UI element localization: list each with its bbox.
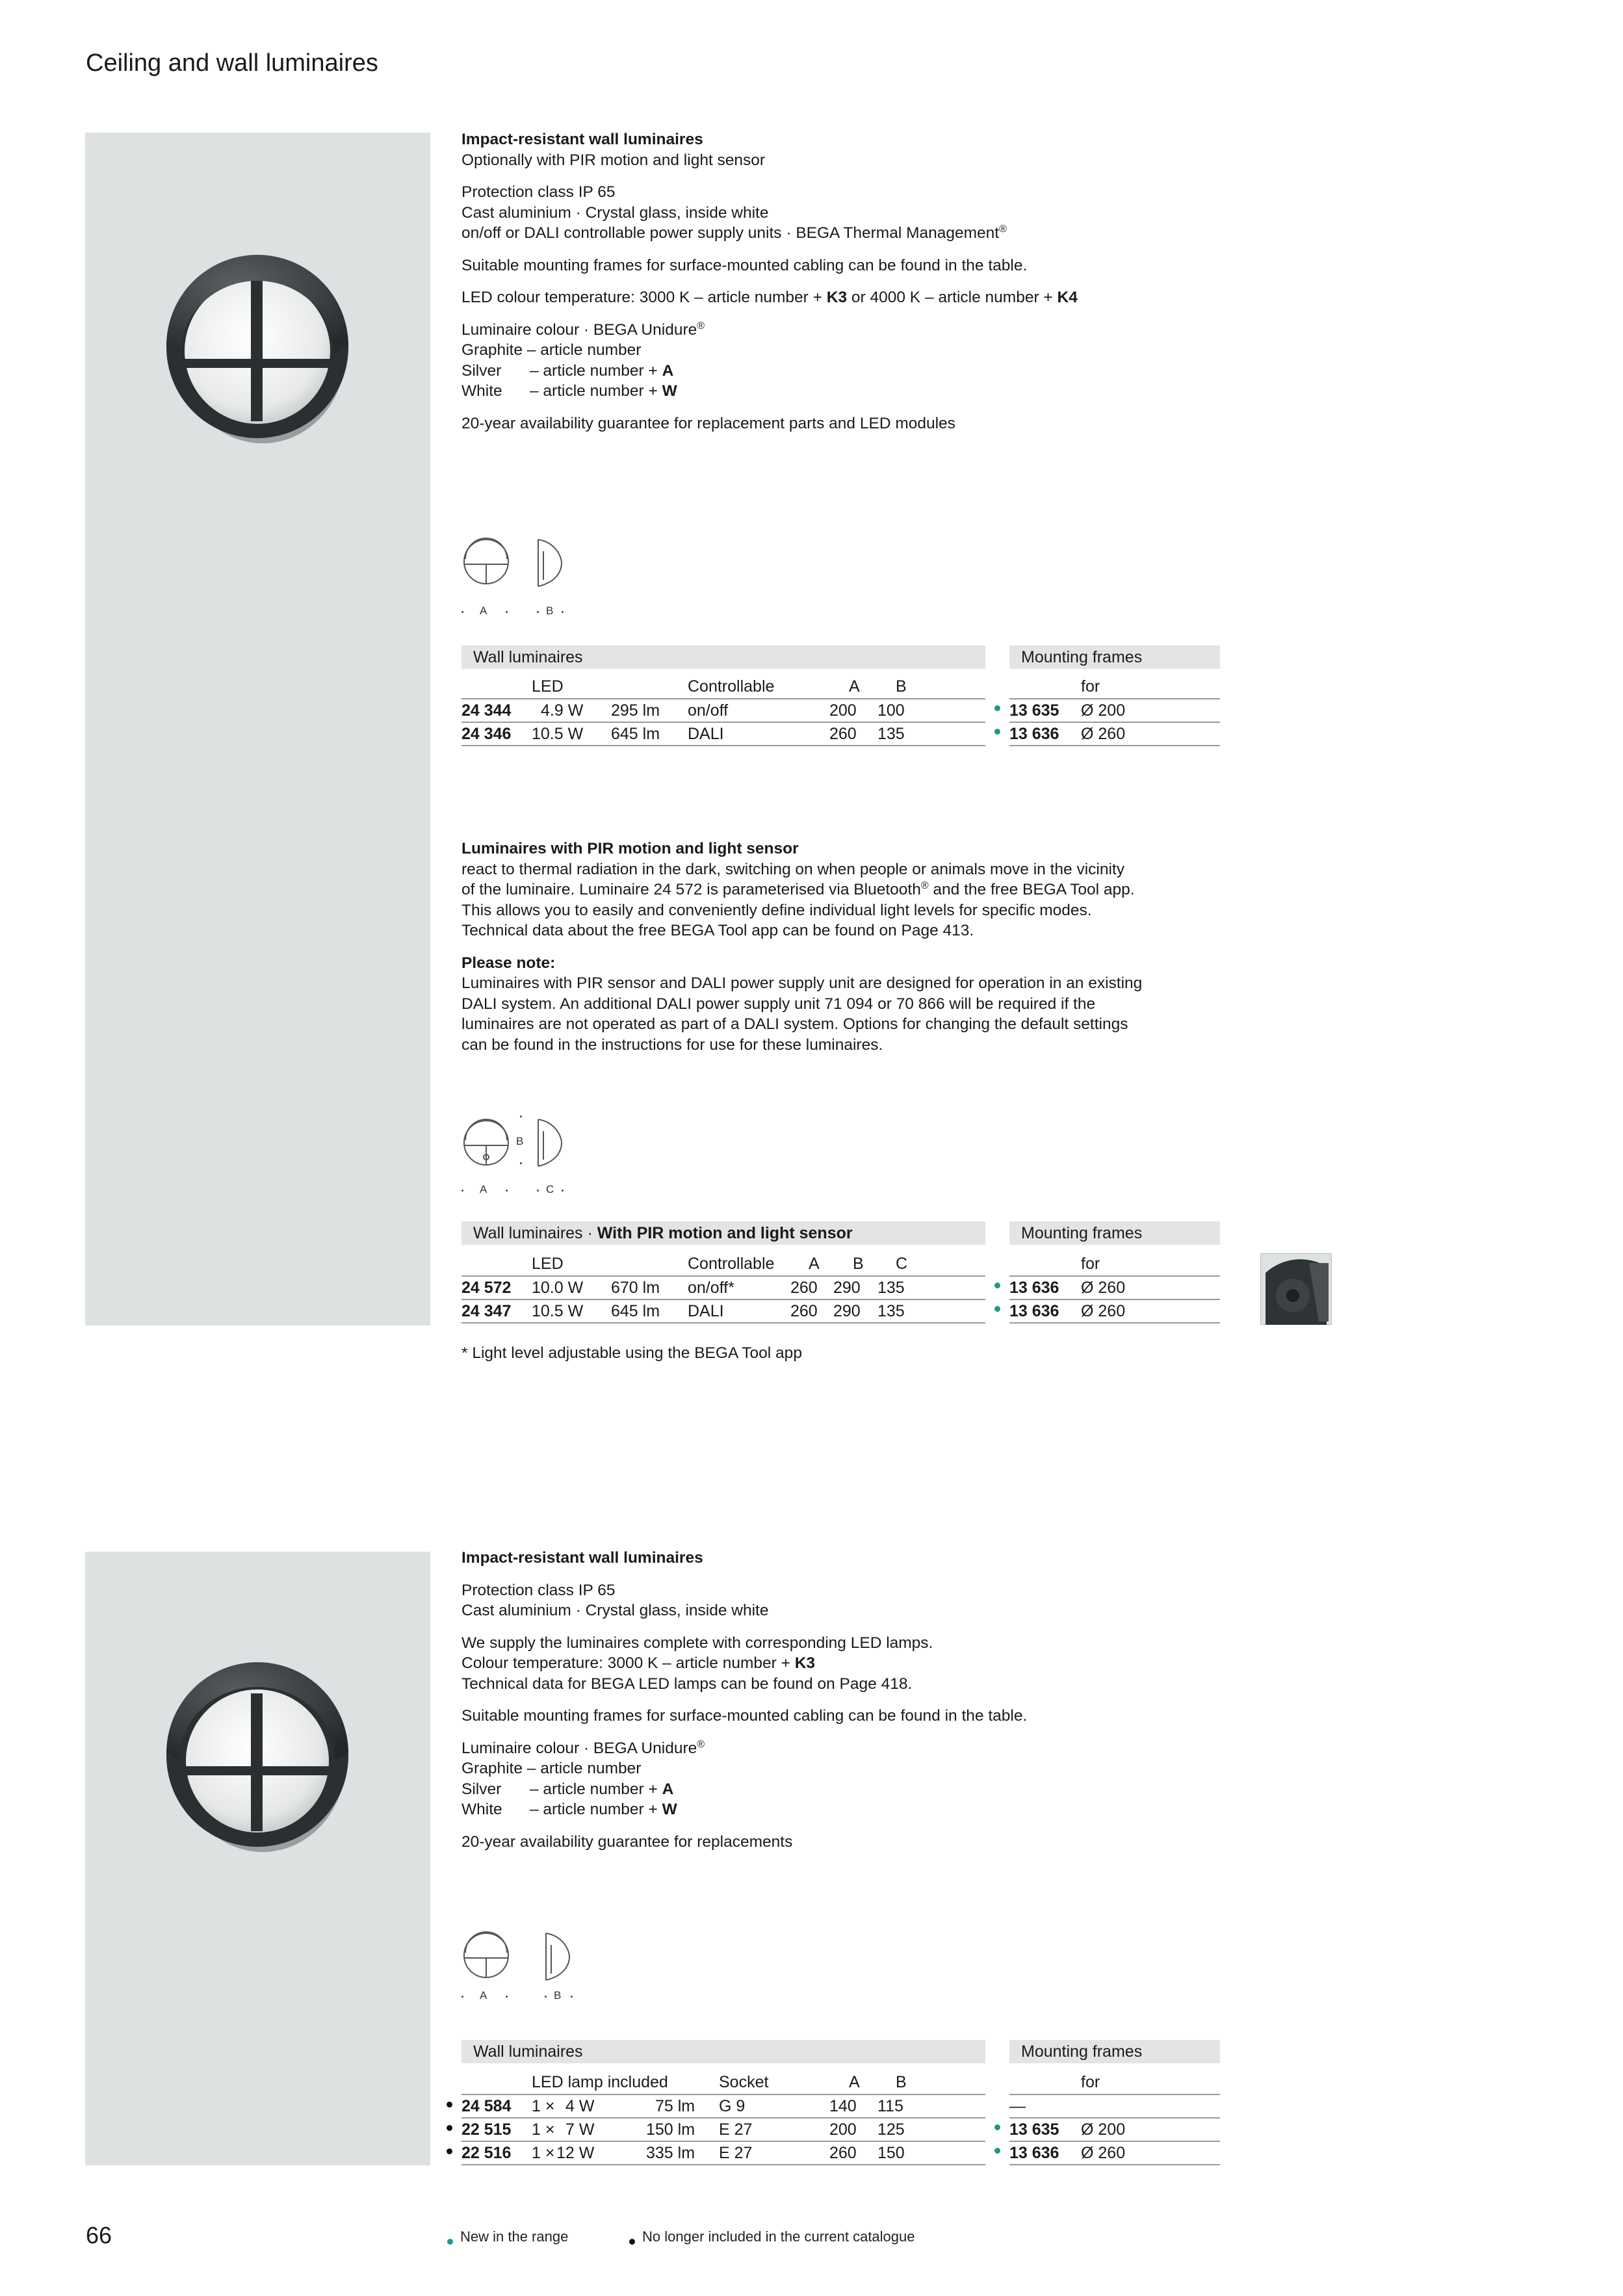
mount-row: 13 636 Ø 260 bbox=[1009, 1279, 1126, 1297]
table-row: 24 347 10.5 W 645 lm DALI 260 290 135 bbox=[461, 1302, 905, 1320]
colour-silver: Silver – article number + A bbox=[461, 361, 674, 380]
legend-new: New in the range bbox=[460, 2228, 569, 2245]
section3-heading: Impact-resistant wall luminaires bbox=[461, 1549, 703, 1567]
table-header-mounting-frames: Mounting frames bbox=[1009, 2040, 1220, 2063]
dim-label-b: B bbox=[554, 1989, 562, 2002]
table-column-headers: LED lamp included Socket A B bbox=[532, 2073, 907, 2091]
registered-mark: ® bbox=[999, 223, 1007, 235]
front-view-sensor-icon bbox=[461, 1118, 513, 1170]
legend-new-dot bbox=[447, 2239, 453, 2245]
footnote: * Light level adjustable using the BEGA Tool app bbox=[461, 1344, 802, 1362]
section1-subheading: Optionally with PIR motion and light sensor bbox=[461, 151, 766, 169]
table-column-headers: LED Controllable A B C bbox=[532, 1255, 908, 1273]
guarantee: 20-year availability guarantee for replacement parts and LED modules bbox=[461, 414, 955, 432]
legend-discontinued: No longer included in the current catalogue bbox=[642, 2228, 915, 2245]
new-indicator bbox=[994, 705, 1000, 711]
side-view-icon bbox=[536, 1117, 568, 1169]
section3-text: Impact-resistant wall luminaires Protection class IP 65 Cast aluminium · Crystal glass, inside white We supply the luminaires complete with corresponding LED lamps. Colour temperature: 3000 K – article number + K3 Technical data for BEGA LED lamps can be found on Page 418. Suitable mounting frames for surface-mounted cabling can be found in the table. Luminaire colour · BEGA Unidure® Graphite – article number Silver – article number + A White – article number + W 20-year availability guarantee for replacements bbox=[461, 1548, 1209, 1864]
mounting-frames-note: Suitable mounting frames for surface-mounted cabling can be found in the table. bbox=[461, 256, 1028, 274]
luminaire-photo-24344 bbox=[159, 242, 354, 450]
page-number: 66 bbox=[86, 2222, 112, 2249]
side-view-icon bbox=[536, 537, 568, 589]
dim-label-b: B bbox=[546, 605, 554, 617]
discontinued-indicator bbox=[447, 2102, 452, 2107]
dimension-diagram-2 bbox=[459, 1112, 602, 1203]
table-header-wall-luminaires: Wall luminaires bbox=[461, 646, 985, 669]
page-title: Ceiling and wall luminaires bbox=[86, 49, 378, 77]
mount-row: 13 636 Ø 260 bbox=[1009, 1302, 1126, 1320]
sensor-thumbnail bbox=[1260, 1253, 1332, 1325]
new-indicator bbox=[994, 1306, 1000, 1312]
section1-text: Impact-resistant wall luminaires Optionally with PIR motion and light sensor Protection class IP 65 Cast aluminium · Crystal glass, inside white on/off or DALI controllable power supply units · BEGA Thermal Management® Suitable mounting frames for surface-mounted cabling can be found in the table. LED colour temperature: 3000 K – article number + K3 or 4000 K – article number + K4 Luminaire colour · BEGA Unidure® Graphite – article number Silver – article number + A White – article number + W 20-year availability guarantee for replacement parts and LED modules bbox=[461, 129, 1209, 445]
table-row: 22 516 1 × 12 W 335 lm E 27 260 150 bbox=[461, 2144, 905, 2162]
mount-row: 13 635 Ø 200 bbox=[1009, 2120, 1126, 2139]
luminaire-colour-title: Luminaire colour · BEGA Unidure bbox=[461, 320, 697, 339]
mount-row: 13 636 Ø 260 bbox=[1009, 2144, 1126, 2162]
new-indicator bbox=[994, 729, 1000, 735]
mount-column-header: for bbox=[1081, 2073, 1100, 2091]
table-header-wall-luminaires-2: Wall luminaires bbox=[461, 2040, 985, 2063]
table-row: 24 584 1 × 4 W 75 lm G 9 140 115 bbox=[461, 2097, 903, 2115]
new-indicator bbox=[994, 2124, 1000, 2130]
dim-label-b: B bbox=[516, 1135, 524, 1147]
table-row: 22 515 1 × 7 W 150 lm E 27 200 125 bbox=[461, 2120, 905, 2139]
table-row: 24 344 4.9 W 295 lm on/off 200 100 bbox=[461, 701, 905, 720]
discontinued-indicator bbox=[447, 2125, 452, 2131]
table-header-pir: Wall luminaires · With PIR motion and light sensor bbox=[461, 1221, 985, 1245]
table-row: 24 572 10.0 W 670 lm on/off* 260 290 135 bbox=[461, 1279, 905, 1297]
discontinued-indicator bbox=[447, 2148, 452, 2154]
front-view-icon bbox=[461, 1931, 513, 1983]
section2-heading: Luminaires with PIR motion and light sensor bbox=[461, 840, 799, 857]
table-header-mounting-frames: Mounting frames bbox=[1009, 1221, 1220, 1245]
mount-row: 13 635 Ø 200 bbox=[1009, 701, 1126, 720]
new-indicator bbox=[994, 1283, 1000, 1288]
table-column-headers: LED Controllable A B bbox=[532, 677, 907, 696]
please-note-title: Please note: bbox=[461, 954, 556, 972]
side-view-icon bbox=[543, 1931, 576, 1983]
dim-label-a: A bbox=[480, 605, 487, 617]
table-row: 24 346 10.5 W 645 lm DALI 260 135 bbox=[461, 725, 905, 743]
dimension-diagram-3 bbox=[459, 1931, 602, 2009]
colour-white: White – article number + W bbox=[461, 382, 677, 400]
luminaire-photo-24584 bbox=[159, 1650, 354, 1859]
legend-discontinued-dot bbox=[629, 2239, 635, 2245]
mount-row: — bbox=[1009, 2097, 1026, 2115]
colour-temperature: LED colour temperature: 3000 K – article number + K3 or 4000 K – article number + K4 bbox=[461, 289, 1078, 306]
power-supply-units: on/off or DALI controllable power supply units · BEGA Thermal Management bbox=[461, 224, 1000, 242]
mount-column-header: for bbox=[1081, 677, 1100, 696]
colour-graphite: Graphite – article number bbox=[461, 341, 642, 359]
colour-silver: Silver – article number + A bbox=[461, 1780, 674, 1798]
colour-white: White – article number + W bbox=[461, 1801, 677, 1818]
new-indicator bbox=[994, 2148, 1000, 2154]
dim-label-a: A bbox=[480, 1183, 487, 1195]
table-header-mounting-frames: Mounting frames bbox=[1009, 646, 1220, 669]
section2-text: Luminaires with PIR motion and light sensor react to thermal radiation in the dark, switching on when people or animals move in the vicinity of the luminaire. Luminaire 24 572 is parameterised via Bluetooth® and the free BEGA Tool app. This allows you to easily and conveniently define individual light levels for specific modes. Technical data about the free BEGA Tool app can be found on Page 413. Please note: Luminaires with PIR sensor and DALI power supply unit are designed for operation in an existing DALI system. An additional DALI power supply unit 71 094 or 70 866 will be required if the luminaires are not operated as part of a DALI system. Options for changing the default settings can be found in the instructions for use for these luminaires. bbox=[461, 839, 1209, 1067]
mount-row: 13 636 Ø 260 bbox=[1009, 725, 1126, 743]
dim-label-c: C bbox=[546, 1183, 554, 1195]
product-photo-panel-2 bbox=[85, 1552, 430, 2165]
dimension-diagram-1 bbox=[459, 537, 589, 621]
mount-column-header: for bbox=[1081, 1255, 1100, 1273]
product-photo-panel bbox=[85, 133, 430, 1325]
section1-heading: Impact-resistant wall luminaires bbox=[461, 131, 703, 148]
front-view-icon bbox=[461, 537, 513, 589]
dim-label-a: A bbox=[480, 1989, 487, 2002]
protection-class: Protection class IP 65 bbox=[461, 183, 616, 201]
material: Cast aluminium · Crystal glass, inside white bbox=[461, 203, 769, 222]
